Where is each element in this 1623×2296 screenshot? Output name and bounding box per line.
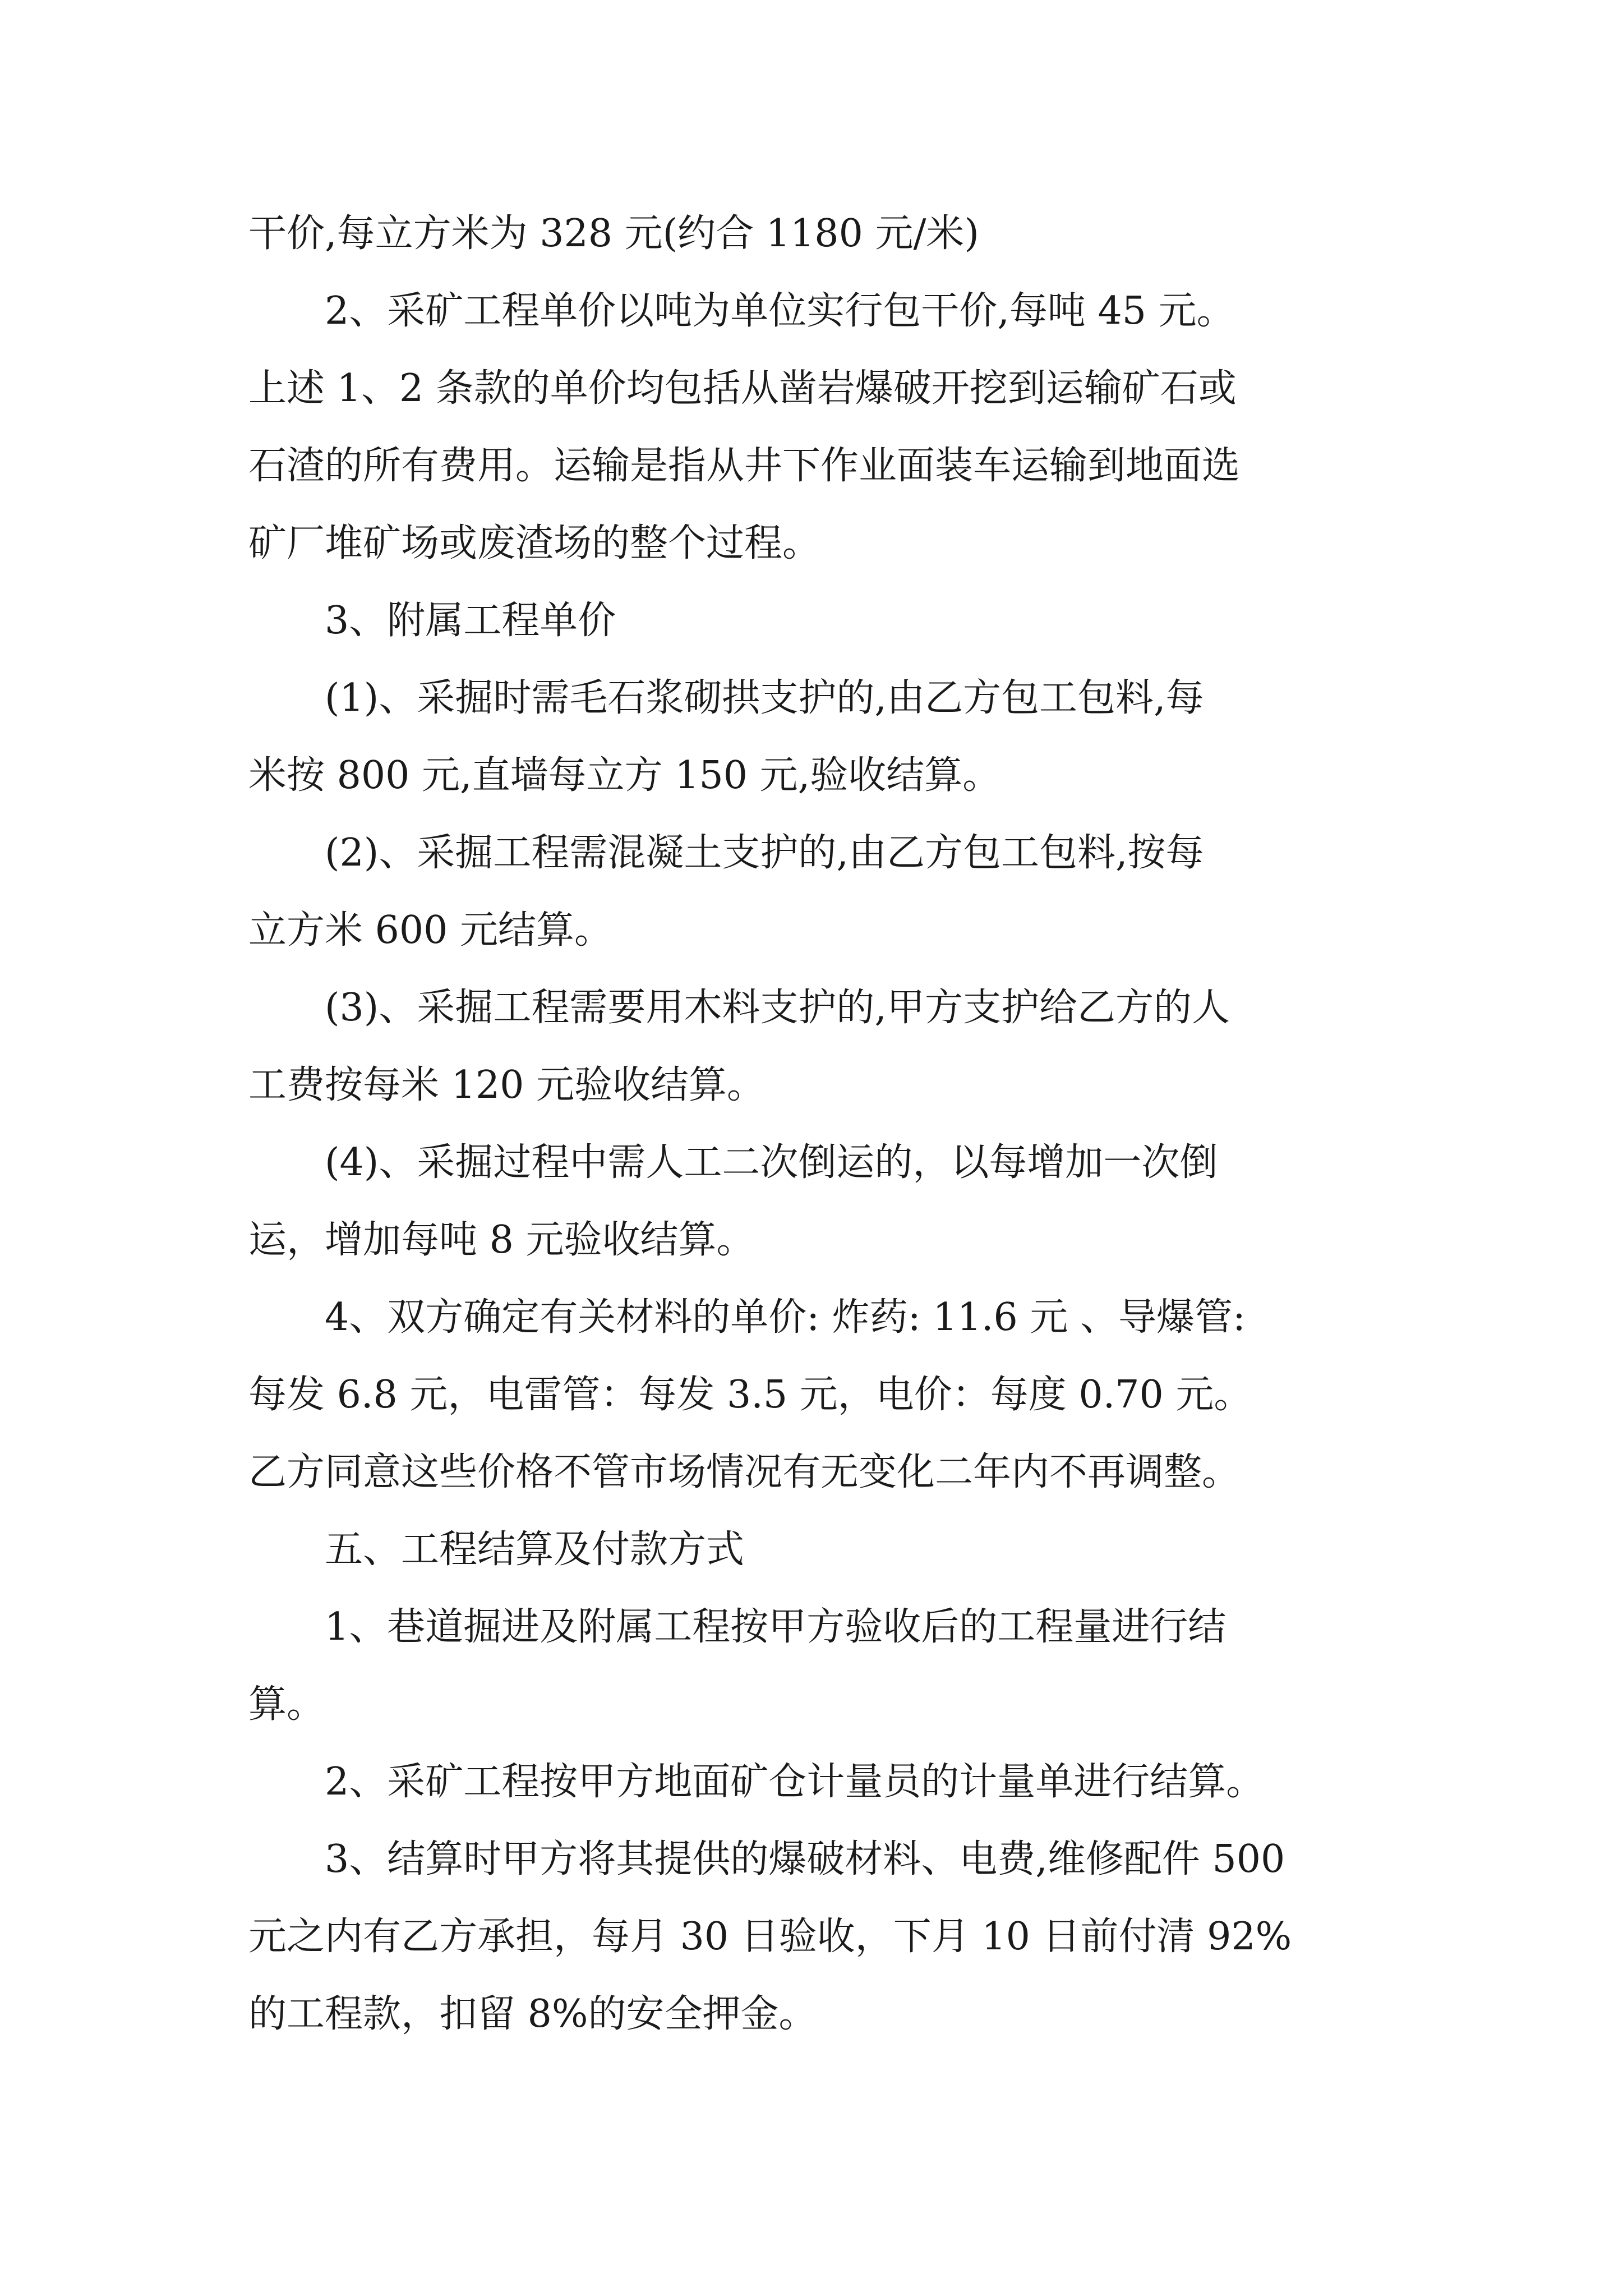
- text-line-13: (4)、采掘过程中需人工二次倒运的，以每增加一次倒: [325, 1140, 1218, 1185]
- text-line-21: 2、采矿工程按甲方地面矿仓计量员的计量单进行结算。: [325, 1760, 1265, 1804]
- text-line-12: 工费按每米 120 元验收结算。: [248, 1063, 766, 1107]
- text-line-6: 3、附属工程单价: [325, 599, 616, 643]
- text-line-22: 3、结算时甲方将其提供的爆破材料、电费,维修配件 500: [325, 1837, 1285, 1881]
- text-line-3: 上述 1、2 条款的单价均包括从凿岩爆破开挖到运输矿石或: [248, 366, 1237, 411]
- text-line-23: 元之内有乙方承担，每月 30 日验收，下月 10 日前付清 92%: [248, 1915, 1292, 1959]
- text-line-5: 矿厂堆矿场或废渣场的整个过程。: [248, 521, 821, 565]
- text-line-10: 立方米 600 元结算。: [248, 908, 613, 953]
- text-line-20: 算。: [248, 1682, 325, 1727]
- text-line-24: 的工程款，扣留 8%的安全押金。: [248, 1992, 817, 2036]
- text-line-7: (1)、采掘时需毛石浆砌拱支护的,由乙方包工包料,每: [325, 676, 1204, 720]
- text-line-9: (2)、采掘工程需混凝土支护的,由乙方包工包料,按每: [325, 831, 1204, 875]
- text-line-1: 干价,每立方米为 328 元(约合 1180 元/米): [248, 211, 979, 256]
- text-line-2: 2、采矿工程单价以吨为单位实行包干价,每吨 45 元。: [325, 289, 1235, 333]
- text-line-11: (3)、采掘工程需要用木料支护的,甲方支护给乙方的人: [325, 986, 1230, 1030]
- text-line-18: 五、工程结算及付款方式: [325, 1527, 745, 1572]
- text-line-8: 米按 800 元,直墙每立方 150 元,验收结算。: [248, 753, 1001, 798]
- text-line-15: 4、双方确定有关材料的单价: 炸药: 11.6 元 、导爆管:: [325, 1295, 1246, 1340]
- text-line-19: 1、巷道掘进及附属工程按甲方验收后的工程量进行结: [325, 1605, 1227, 1649]
- text-line-16: 每发 6.8 元，电雷管：每发 3.5 元，电价：每度 0.70 元。: [248, 1373, 1252, 1417]
- text-line-17: 乙方同意这些价格不管市场情况有无变化二年内不再调整。: [248, 1450, 1241, 1494]
- text-line-14: 运，增加每吨 8 元验收结算。: [248, 1218, 755, 1262]
- text-line-4: 石渣的所有费用。运输是指从井下作业面装车运输到地面选: [248, 444, 1241, 488]
